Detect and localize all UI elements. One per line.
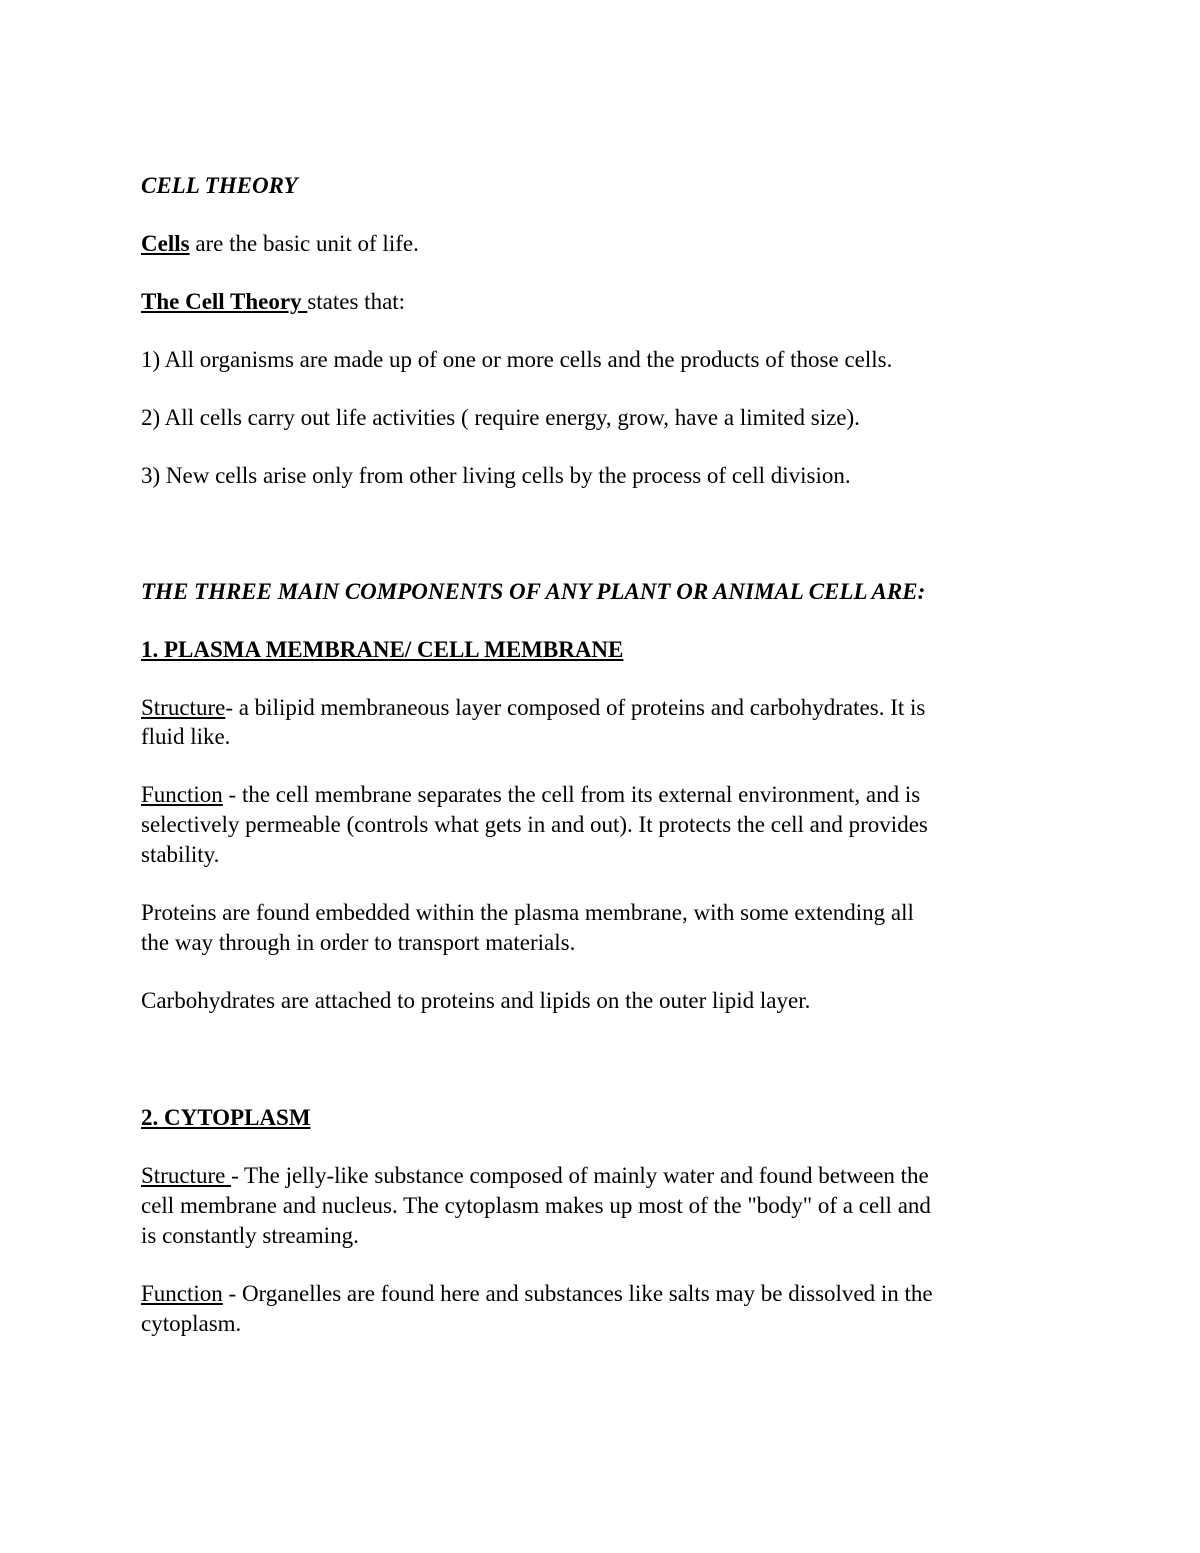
theory-point-2: 2) All cells carry out life activities ( require energy, grow, have a limited size). [141, 405, 860, 430]
section2-structure-line1 [141, 1161, 1081, 1191]
cells-term: Cells [141, 231, 190, 256]
theory-intro-text: states that: [307, 289, 406, 314]
section2-function-label: Function [141, 1281, 223, 1306]
section2-heading: 2. CYTOPLASM [141, 1105, 311, 1130]
section1-function-line3: stability. [141, 842, 220, 867]
section1-function-text-1: - the cell membrane separates the cell from its external environment, and is [222, 782, 921, 807]
section1-structure-line2: fluid like. [141, 724, 231, 749]
section2-structure-label: Structure [141, 1163, 232, 1188]
theory-intro [141, 287, 1081, 317]
theory-term: The Cell Theory [141, 289, 308, 314]
document-title: CELL THEORY [141, 173, 298, 198]
section2-structure-line2: cell membrane and nucleus. The cytoplasm makes up most of the "body" of a cell and [141, 1193, 931, 1218]
section1-function-label: Function [141, 782, 223, 807]
section1-structure-label: Structure [141, 695, 226, 720]
components-heading: THE THREE MAIN COMPONENTS OF ANY PLANT OR ANIMAL CELL ARE: [141, 579, 926, 604]
section1-proteins-line2: the way through in order to transport materials. [141, 930, 576, 955]
section2-structure-text-1: - The jelly-like substance composed of mainly water and found between the [231, 1163, 929, 1188]
section2-function-line1 [141, 1279, 1081, 1309]
section1-proteins-line1: Proteins are found embedded within the plasma membrane, with some extending all [141, 900, 914, 925]
cells-intro-text: are the basic unit of life. [189, 231, 419, 256]
cells-intro [141, 229, 1081, 259]
section1-structure-line1 [141, 693, 1081, 723]
section2-function-line2: cytoplasm. [141, 1311, 242, 1336]
section1-heading: 1. PLASMA MEMBRANE/ CELL MEMBRANE [141, 637, 624, 662]
section1-structure-text-1: - a bilipid membraneous layer composed of proteins and carbohydrates. It is [225, 695, 926, 720]
theory-point-3: 3) New cells arise only from other living cells by the process of cell division. [141, 463, 851, 488]
theory-point-1: 1) All organisms are made up of one or more cells and the products of those cells. [141, 347, 893, 372]
section2-function-text-1: - Organelles are found here and substances like salts may be dissolved in the [222, 1281, 933, 1306]
section1-function-line2: selectively permeable (controls what gets in and out). It protects the cell and provides [141, 812, 928, 837]
section1-function-line1 [141, 780, 1081, 810]
section1-carbs: Carbohydrates are attached to proteins and lipids on the outer lipid layer. [141, 988, 811, 1013]
section2-structure-line3: is constantly streaming. [141, 1223, 359, 1248]
